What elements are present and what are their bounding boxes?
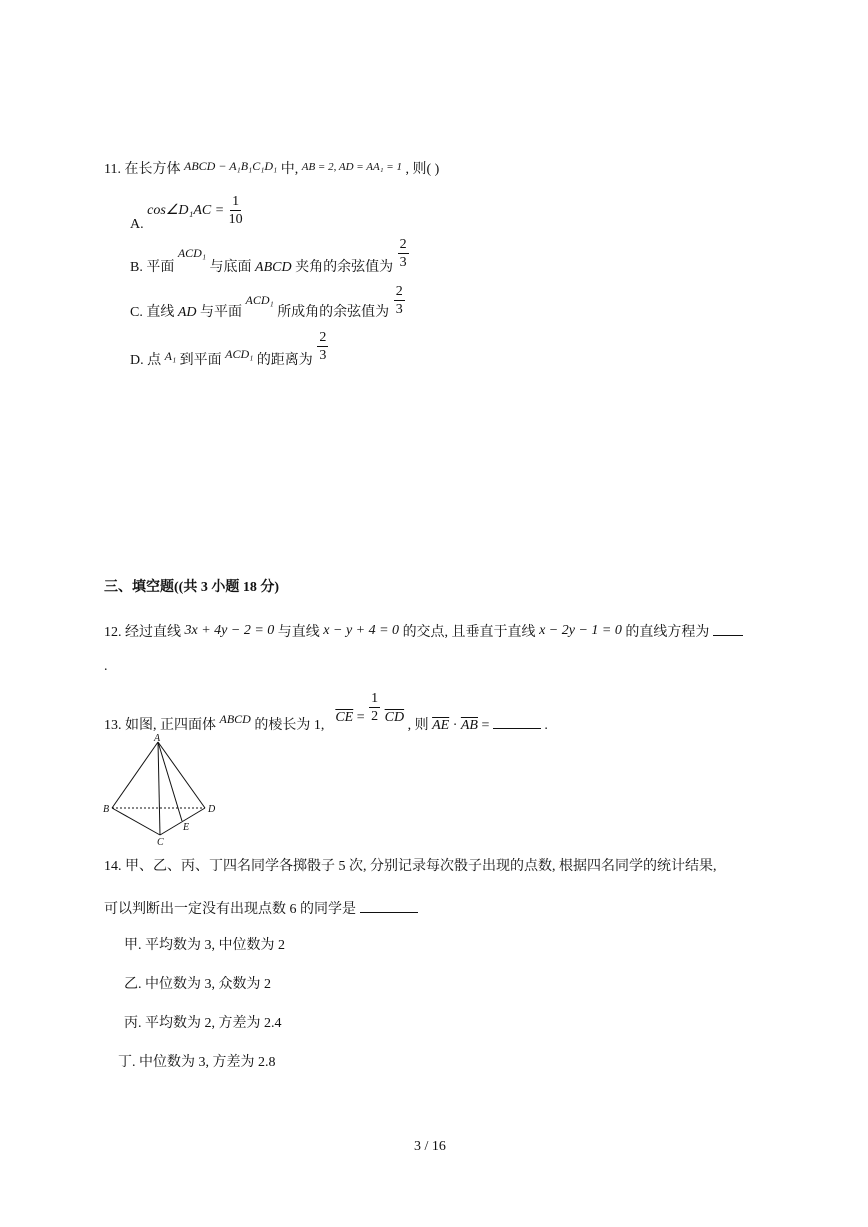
q12-answer-blank[interactable] — [713, 623, 743, 636]
q11-stem-text: 11. 在长方体 — [104, 162, 181, 177]
q11-cond: AB = 2, AD = AA₁ = 1 — [301, 161, 402, 173]
q11-stem — [104, 160, 439, 177]
option-c-mid: 与平面 — [200, 305, 243, 321]
option-b-pre: B. 平面 — [130, 260, 175, 276]
edge-ab — [112, 742, 158, 808]
q14-item-ding: 丁. 中位数为 3, 方差为 2.8 — [118, 1055, 276, 1070]
page-number: 3 / 16 — [414, 1139, 446, 1154]
q14-answer-blank[interactable] — [360, 900, 418, 913]
label-d: D — [208, 804, 216, 815]
edge-ac — [158, 742, 160, 835]
q13-eq: = — [356, 710, 365, 726]
q13-solid: ABCD — [219, 712, 251, 727]
q11-option-b — [130, 237, 410, 276]
label-e: E — [183, 822, 190, 833]
fraction-numerator: 2 — [319, 330, 327, 345]
q13-answer-blank[interactable] — [493, 716, 541, 729]
q12-line3: x − 2y − 1 = 0 — [539, 623, 622, 638]
q12-line — [104, 623, 743, 640]
q13-dot-op: · — [452, 718, 458, 734]
option-b-base: ABCD — [255, 260, 292, 276]
q13-end: . — [544, 718, 548, 734]
q11-option-a — [130, 194, 244, 233]
q12-post: 的直线方程为 — [625, 625, 710, 640]
option-c-plane: ACD₁ — [245, 293, 274, 308]
q12-mid2: 的交点, 且垂直于直线 — [402, 625, 536, 640]
fraction-denominator: 10 — [228, 212, 243, 227]
label-b: B — [103, 804, 110, 815]
q14-item-jia: 甲. 平均数为 3, 中位数为 2 — [124, 938, 285, 953]
label-c: C — [157, 837, 164, 847]
q14-line2-text: 可以判断出一定没有出现点数 6 的同学是 — [104, 902, 356, 917]
option-b-plane: ACD₁ — [177, 246, 207, 261]
segment-ae — [158, 742, 182, 821]
option-a-fraction — [229, 195, 243, 227]
q13-vector-cd: $\overline{CD}$ — [384, 710, 405, 726]
q13-fraction — [369, 692, 380, 724]
option-c-post: 所成角的余弦值为 — [277, 305, 390, 321]
option-d-mid: 到平面 — [179, 353, 222, 369]
option-c-fraction — [394, 285, 405, 317]
q12-mid1: 与直线 — [277, 625, 320, 640]
q14-line1: 14. 甲、乙、丙、丁四名同学各掷骰子 5 次, 分别记录每次骰子出现的点数, 根据四名同学的统计结果, — [104, 859, 717, 874]
q13-vector-ae: $\overline{AE}$ — [432, 718, 450, 734]
q13-pre: 13. 如图, 正四面体 — [104, 718, 216, 734]
q13-mid: 的棱长为 1, — [254, 718, 325, 734]
option-b-post: 夹角的余弦值为 — [295, 260, 394, 276]
fraction-numerator: 1 — [232, 194, 240, 209]
option-d-post: 的距离为 — [256, 353, 313, 369]
q13-vector-ce: $\overline{CE}$ — [335, 710, 354, 726]
edge-bc — [112, 808, 160, 835]
fraction-numerator: 2 — [399, 237, 407, 252]
fraction-numerator: 1 — [371, 691, 379, 706]
q12-line1: 3x + 4y − 2 = 0 — [184, 623, 275, 638]
option-a-label: A. — [130, 217, 144, 233]
q13-vector-ab: $\overline{AB}$ — [460, 718, 478, 734]
q12-dot: . — [104, 659, 108, 674]
option-a-expr: cos∠D₁AC = — [147, 203, 225, 219]
q11-solid: ABCD − A₁B₁C₁D₁ — [183, 159, 278, 173]
edge-ad — [158, 742, 205, 808]
fraction-numerator: 2 — [395, 284, 403, 299]
q13-eq2: = — [481, 718, 490, 734]
q12-pre: 12. 经过直线 — [104, 625, 181, 640]
fraction-denominator: 3 — [399, 255, 407, 270]
fraction-denominator: 2 — [371, 709, 379, 724]
q12-line2: x − y + 4 = 0 — [323, 623, 400, 638]
option-d-fraction — [317, 331, 328, 363]
fraction-denominator: 3 — [319, 348, 327, 363]
q11-mid: 中, — [280, 162, 299, 177]
option-c-pre: C. 直线 — [130, 305, 175, 321]
option-b-fraction — [398, 238, 409, 270]
tetrahedron-figure — [100, 732, 225, 847]
label-a: A — [154, 733, 161, 744]
option-d-plane: ACD₁ — [225, 347, 254, 362]
q11-end: , 则( ) — [405, 162, 440, 177]
option-c-line: AD — [177, 305, 197, 321]
fraction-denominator: 3 — [395, 302, 403, 317]
q11-option-d — [130, 330, 329, 369]
option-b-mid: 与底面 — [209, 260, 252, 276]
q13-then: , 则 — [407, 718, 429, 734]
q11-option-c — [130, 284, 406, 321]
option-d-pre: D. 点 — [130, 353, 162, 369]
section-title: 三、填空题((共 3 小题 18 分) — [104, 580, 279, 595]
option-d-point: A₁ — [164, 349, 177, 364]
q13-line — [104, 691, 548, 734]
q14-item-yi: 乙. 中位数为 3, 众数为 2 — [124, 977, 271, 992]
q14-line2 — [104, 900, 418, 917]
q14-item-bing: 丙. 平均数为 2, 方差为 2.4 — [124, 1016, 282, 1031]
